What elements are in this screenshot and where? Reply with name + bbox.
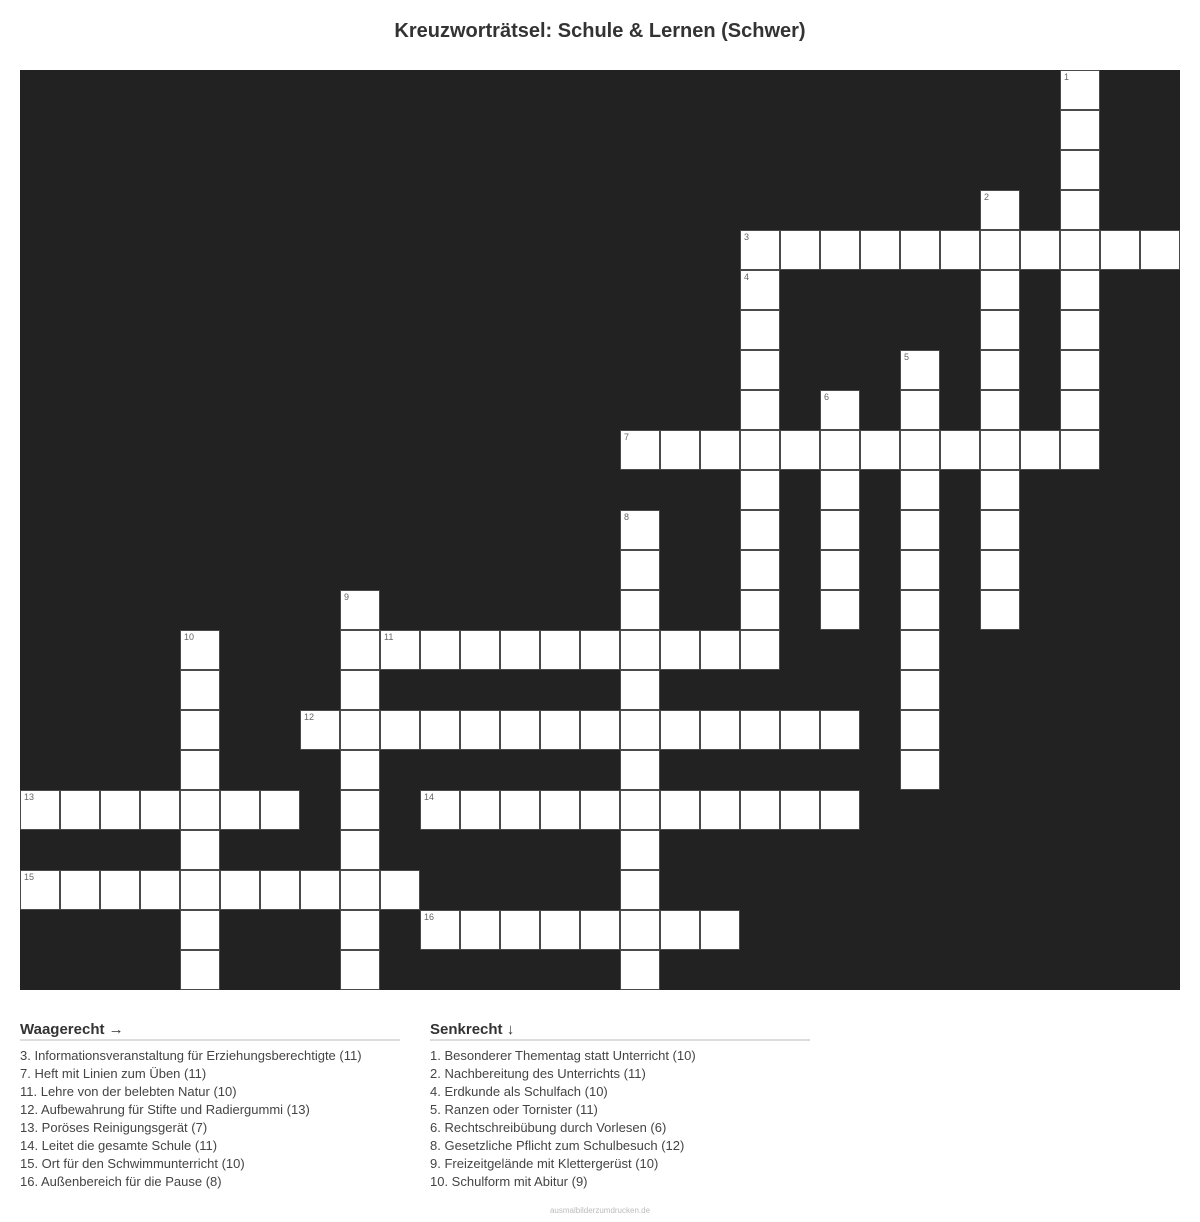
cell-number: 12 <box>304 712 315 722</box>
grid-cell[interactable] <box>1060 190 1100 230</box>
grid-cell[interactable] <box>180 950 220 990</box>
grid-cell[interactable] <box>620 710 660 750</box>
grid-cell[interactable] <box>740 310 780 350</box>
grid-cell[interactable] <box>500 630 540 670</box>
grid-cell[interactable] <box>780 790 820 830</box>
grid-cell[interactable] <box>980 430 1020 470</box>
grid-cell[interactable] <box>700 790 740 830</box>
grid-cell[interactable] <box>1060 390 1100 430</box>
across-clue: 12. Aufbewahrung für Stifte und Radiergummi (13) <box>20 1102 310 1117</box>
grid-cell[interactable] <box>380 870 420 910</box>
down-clues-section <box>430 1021 810 1191</box>
grid-cell[interactable] <box>900 470 940 510</box>
across-clue: 14. Leitet die gesamte Schule (11) <box>20 1138 218 1153</box>
grid-cell[interactable] <box>540 630 580 670</box>
grid-cell[interactable] <box>420 710 460 750</box>
cell-number: 3 <box>744 232 750 242</box>
grid-cell[interactable] <box>900 230 940 270</box>
grid-cell[interactable] <box>180 750 220 790</box>
grid-cell[interactable] <box>980 390 1020 430</box>
grid-cell[interactable] <box>540 910 580 950</box>
grid-cell[interactable] <box>620 590 660 630</box>
down-clue: 9. Freizeitgelände mit Klettergerüst (10) <box>430 1156 659 1171</box>
grid-cell[interactable] <box>780 230 820 270</box>
grid-cell[interactable] <box>500 910 540 950</box>
grid-cell[interactable] <box>980 590 1020 630</box>
crossword-grid <box>20 70 1180 990</box>
grid-cell[interactable] <box>980 190 1020 230</box>
grid-cell[interactable] <box>340 870 380 910</box>
grid-cell[interactable] <box>340 710 380 750</box>
grid-cell[interactable] <box>860 430 900 470</box>
grid-cell[interactable] <box>220 870 260 910</box>
grid-cell[interactable] <box>740 390 780 430</box>
grid-cell[interactable] <box>340 790 380 830</box>
grid-cell[interactable] <box>620 430 660 470</box>
cell-number: 2 <box>984 192 990 202</box>
grid-cell[interactable] <box>820 390 860 430</box>
grid-cell[interactable] <box>180 910 220 950</box>
grid-cell[interactable] <box>900 670 940 710</box>
grid-cell[interactable] <box>900 550 940 590</box>
grid-cell[interactable] <box>740 510 780 550</box>
grid-cell[interactable] <box>1060 110 1100 150</box>
grid-cell[interactable] <box>620 870 660 910</box>
grid-cell[interactable] <box>540 790 580 830</box>
across-clue: 15. Ort für den Schwimmunterricht (10) <box>20 1156 245 1171</box>
grid-cell[interactable] <box>420 910 460 950</box>
grid-cell[interactable] <box>340 830 380 870</box>
grid-cell[interactable] <box>620 510 660 550</box>
grid-cell[interactable] <box>1020 230 1060 270</box>
grid-cell[interactable] <box>260 870 300 910</box>
grid-cell[interactable] <box>180 670 220 710</box>
grid-cell[interactable] <box>700 910 740 950</box>
grid-cell[interactable] <box>1140 230 1180 270</box>
cell-number: 1 <box>1064 72 1070 82</box>
grid-cell[interactable] <box>700 710 740 750</box>
grid-cell[interactable] <box>940 430 980 470</box>
grid-cell[interactable] <box>300 870 340 910</box>
grid-cell[interactable] <box>700 630 740 670</box>
across-clue-list <box>20 1047 400 1191</box>
grid-cell[interactable] <box>780 430 820 470</box>
across-clue: 16. Außenbereich für die Pause (8) <box>20 1174 222 1189</box>
grid-cell[interactable] <box>580 910 620 950</box>
grid-cell[interactable] <box>340 670 380 710</box>
across-clue: 3. Informationsveranstaltung für Erziehungsberechtigte (11) <box>20 1048 362 1063</box>
grid-cell[interactable] <box>340 750 380 790</box>
grid-cell[interactable] <box>660 910 700 950</box>
grid-cell[interactable] <box>380 710 420 750</box>
grid-cell[interactable] <box>740 630 780 670</box>
grid-cell[interactable] <box>460 630 500 670</box>
grid-cell[interactable] <box>180 830 220 870</box>
grid-cell[interactable] <box>140 790 180 830</box>
grid-cell[interactable] <box>900 350 940 390</box>
grid-cell[interactable] <box>900 590 940 630</box>
across-heading: Waagerecht → <box>20 1021 400 1041</box>
down-clue: 5. Ranzen oder Tornister (11) <box>430 1102 598 1117</box>
grid-cell[interactable] <box>1060 150 1100 190</box>
cell-number: 15 <box>24 872 35 882</box>
grid-cell[interactable] <box>260 790 300 830</box>
grid-cell[interactable] <box>820 590 860 630</box>
cell-number: 7 <box>624 432 630 442</box>
grid-cell[interactable] <box>740 270 780 310</box>
grid-cell[interactable] <box>60 870 100 910</box>
grid-cell[interactable] <box>620 670 660 710</box>
grid-cell[interactable] <box>580 790 620 830</box>
grid-cell[interactable] <box>980 310 1020 350</box>
grid-cell[interactable] <box>1060 70 1100 110</box>
cell-number: 16 <box>424 912 435 922</box>
footer-credit: ausmalbilderzumdrucken.de <box>549 1206 651 1215</box>
grid-cell[interactable] <box>740 790 780 830</box>
grid-cell[interactable] <box>100 870 140 910</box>
grid-cell[interactable] <box>820 470 860 510</box>
grid-cell[interactable] <box>980 350 1020 390</box>
grid-cell[interactable] <box>900 630 940 670</box>
grid-cell[interactable] <box>180 630 220 670</box>
grid-cell[interactable] <box>620 910 660 950</box>
cell-number: 9 <box>344 592 350 602</box>
cell-number: 10 <box>184 632 195 642</box>
grid-cell[interactable] <box>740 470 780 510</box>
grid-cell[interactable] <box>620 790 660 830</box>
grid-cell[interactable] <box>500 790 540 830</box>
grid-cell[interactable] <box>900 710 940 750</box>
grid-cell[interactable] <box>660 430 700 470</box>
grid-cell[interactable] <box>340 590 380 630</box>
grid-cell[interactable] <box>980 270 1020 310</box>
grid-cell[interactable] <box>860 230 900 270</box>
grid-cell[interactable] <box>1060 230 1100 270</box>
grid-cell[interactable] <box>580 630 620 670</box>
cell-number: 13 <box>24 792 35 802</box>
grid-cell[interactable] <box>740 590 780 630</box>
down-clue: 10. Schulform mit Abitur (9) <box>430 1174 588 1189</box>
grid-cell[interactable] <box>500 710 540 750</box>
grid-cell[interactable] <box>620 750 660 790</box>
cell-number: 4 <box>744 272 750 282</box>
grid-cell[interactable] <box>220 790 260 830</box>
grid-cell[interactable] <box>20 870 60 910</box>
grid-cell[interactable] <box>820 230 860 270</box>
cell-number: 8 <box>624 512 630 522</box>
grid-cell[interactable] <box>900 750 940 790</box>
grid-cell[interactable] <box>540 710 580 750</box>
grid-cell[interactable] <box>180 710 220 750</box>
grid-cell[interactable] <box>660 710 700 750</box>
grid-cell[interactable] <box>620 550 660 590</box>
grid-cell[interactable] <box>20 790 60 830</box>
grid-cell[interactable] <box>820 550 860 590</box>
grid-cell[interactable] <box>340 950 380 990</box>
grid-cell[interactable] <box>740 230 780 270</box>
grid-cell[interactable] <box>1020 430 1060 470</box>
grid-cell[interactable] <box>620 830 660 870</box>
down-clue: 1. Besonderer Thementag statt Unterricht (10) <box>430 1048 696 1063</box>
cell-number: 14 <box>424 792 435 802</box>
grid-cell[interactable] <box>1060 430 1100 470</box>
down-clue: 6. Rechtschreibübung durch Vorlesen (6) <box>430 1120 667 1135</box>
down-clue: 2. Nachbereitung des Unterrichts (11) <box>430 1066 646 1081</box>
grid-cell[interactable] <box>340 630 380 670</box>
grid-cell[interactable] <box>140 870 180 910</box>
grid-cell[interactable] <box>580 710 620 750</box>
across-clues-section <box>20 1021 400 1191</box>
grid-cell[interactable] <box>900 430 940 470</box>
grid-cell[interactable] <box>620 950 660 990</box>
grid-cell[interactable] <box>820 430 860 470</box>
grid-cell[interactable] <box>660 790 700 830</box>
grid-cell[interactable] <box>740 430 780 470</box>
grid-cell[interactable] <box>460 910 500 950</box>
grid-cell[interactable] <box>740 350 780 390</box>
grid-cell[interactable] <box>420 790 460 830</box>
puzzle-title: Kreuzworträtsel: Schule & Lernen (Schwer) <box>394 20 806 42</box>
grid-cell[interactable] <box>980 230 1020 270</box>
cell-number: 5 <box>904 352 910 362</box>
grid-cell[interactable] <box>940 230 980 270</box>
grid-cell[interactable] <box>780 710 820 750</box>
grid-cell[interactable] <box>820 790 860 830</box>
grid-cell[interactable] <box>100 790 140 830</box>
grid-cell[interactable] <box>460 710 500 750</box>
grid-cell[interactable] <box>740 710 780 750</box>
grid-cell[interactable] <box>700 430 740 470</box>
across-clue: 13. Poröses Reinigungsgerät (7) <box>20 1120 208 1135</box>
down-clue-list <box>430 1047 810 1191</box>
grid-cell[interactable] <box>900 510 940 550</box>
grid-cell[interactable] <box>1060 350 1100 390</box>
grid-cell[interactable] <box>1060 310 1100 350</box>
cell-number: 6 <box>824 392 830 402</box>
grid-cell[interactable] <box>900 390 940 430</box>
grid-cell[interactable] <box>820 510 860 550</box>
grid-cell[interactable] <box>820 710 860 750</box>
grid-cell[interactable] <box>660 630 700 670</box>
grid-cell[interactable] <box>980 470 1020 510</box>
grid-cell[interactable] <box>180 790 220 830</box>
grid-cell[interactable] <box>980 550 1020 590</box>
grid-cell[interactable] <box>60 790 100 830</box>
grid-cell[interactable] <box>180 870 220 910</box>
grid-cell[interactable] <box>1060 270 1100 310</box>
grid-cell[interactable] <box>420 630 460 670</box>
grid-cell[interactable] <box>460 790 500 830</box>
across-clue: 7. Heft mit Linien zum Üben (11) <box>20 1066 207 1081</box>
grid-cell[interactable] <box>380 630 420 670</box>
grid-cell[interactable] <box>340 910 380 950</box>
grid-cell[interactable] <box>740 550 780 590</box>
grid-cell[interactable] <box>300 710 340 750</box>
cell-number: 11 <box>384 632 394 642</box>
across-clue: 11. Lehre von der belebten Natur (10) <box>20 1084 237 1099</box>
down-heading: Senkrecht ↓ <box>430 1021 810 1041</box>
down-clue: 8. Gesetzliche Pflicht zum Schulbesuch (12) <box>430 1138 685 1153</box>
down-clue: 4. Erdkunde als Schulfach (10) <box>430 1084 608 1099</box>
grid-cell[interactable] <box>980 510 1020 550</box>
grid-cell[interactable] <box>1100 230 1140 270</box>
grid-cell[interactable] <box>620 630 660 670</box>
